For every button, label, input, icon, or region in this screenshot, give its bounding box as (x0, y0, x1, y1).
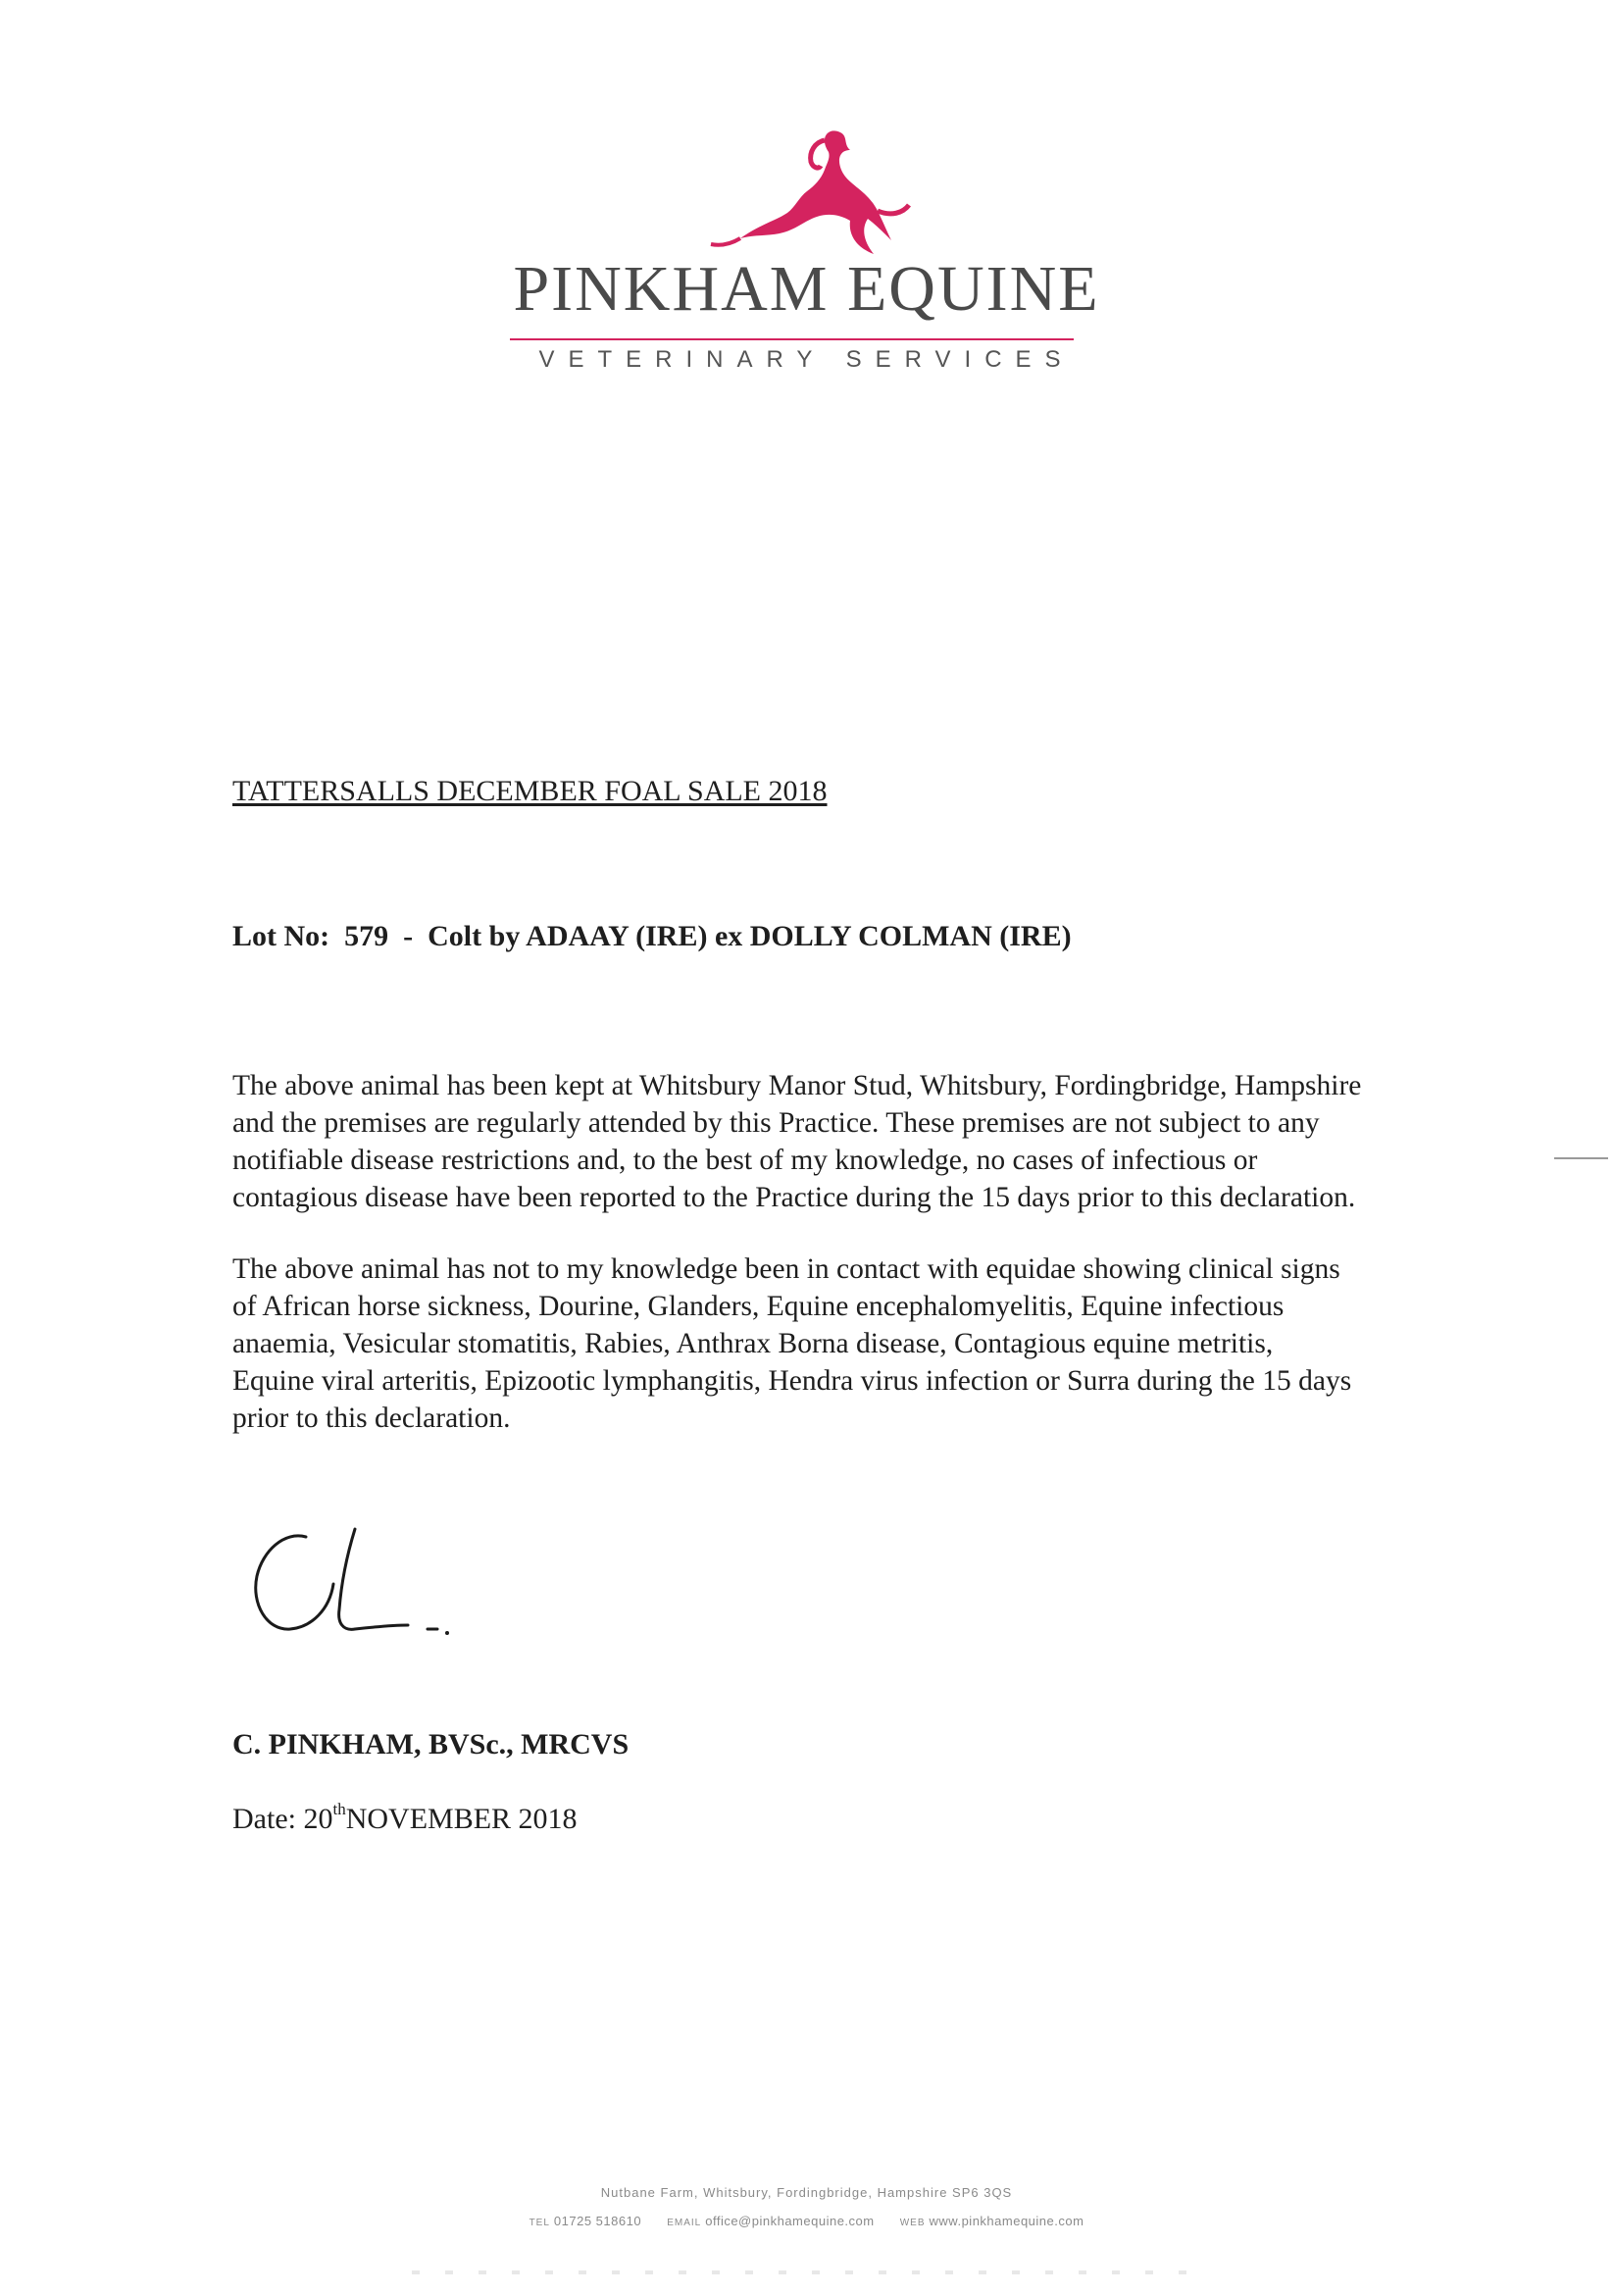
paragraph-line: notifiable disease restrictions and, to the best of my knowledge, no cases of infectious or (232, 1145, 1258, 1176)
paragraph-line: contagious disease have been reported to the Practice during the 15 days prior to this declaration. (232, 1182, 1356, 1213)
sale-title: TATTERSALLS DECEMBER FOAL SALE 2018 (232, 775, 828, 807)
brand-rule (510, 338, 1074, 340)
paragraph-line: The above animal has been kept at Whitsbury Manor Stud, Whitsbury, Fordingbridge, Hampshire (232, 1070, 1362, 1101)
signatory-name: C. PINKHAM, BVSc., MRCVS (232, 1728, 630, 1760)
footer-contact (294, 2214, 1319, 2228)
email-label: EMAIL (667, 2218, 702, 2228)
paragraph-line: prior to this declaration. (232, 1403, 511, 1434)
brand-subtitle: VETERINARY SERVICES (538, 346, 1075, 373)
paragraph-line: of African horse sickness, Dourine, Glanders, Equine encephalomyelitis, Equine infectious (232, 1291, 1285, 1322)
date-prefix: Date: 20 (232, 1803, 333, 1835)
date-suffix: th (332, 1800, 346, 1818)
declaration-date (232, 1800, 578, 1836)
footer-tel: 01725 518610 (553, 2214, 642, 2228)
brand-name: PINKHAM EQUINE (513, 253, 1100, 325)
paragraph-line: anaemia, Vesicular stomatitis, Rabies, Anthrax Borna disease, Contagious equine metritis, (232, 1328, 1274, 1359)
date-rest: NOVEMBER 2018 (345, 1803, 578, 1835)
paragraph-line: Equine viral arteritis, Epizootic lymphangitis, Hendra virus infection or Surra during the 15 days (232, 1365, 1352, 1397)
footer-web: www.pinkhamequine.com (929, 2214, 1084, 2228)
premises-paragraph (232, 1067, 1497, 1216)
contact-paragraph (232, 1250, 1497, 1437)
paragraph-line: and the premises are regularly attended by this Practice. These premises are not subject to any (232, 1107, 1320, 1139)
horse-logo-icon (681, 123, 927, 260)
footer-email: office@pinkhamequine.com (705, 2214, 875, 2228)
web-label: WEB (899, 2218, 926, 2228)
tel-label: TEL (529, 2218, 550, 2228)
margin-mark (1554, 1157, 1608, 1159)
scan-artifact (412, 2270, 1196, 2274)
paragraph-line: The above animal has not to my knowledge been in contact with equidae showing clinical signs (232, 1253, 1340, 1285)
footer-address: Nutbane Farm, Whitsbury, Fordingbridge, Hampshire SP6 3QS (600, 2185, 1013, 2200)
footer (294, 2185, 1319, 2228)
signature (245, 1515, 461, 1662)
lot-line: Lot No: 579 - Colt by ADAAY (IRE) ex DOLLY COLMAN (IRE) (232, 920, 1072, 952)
